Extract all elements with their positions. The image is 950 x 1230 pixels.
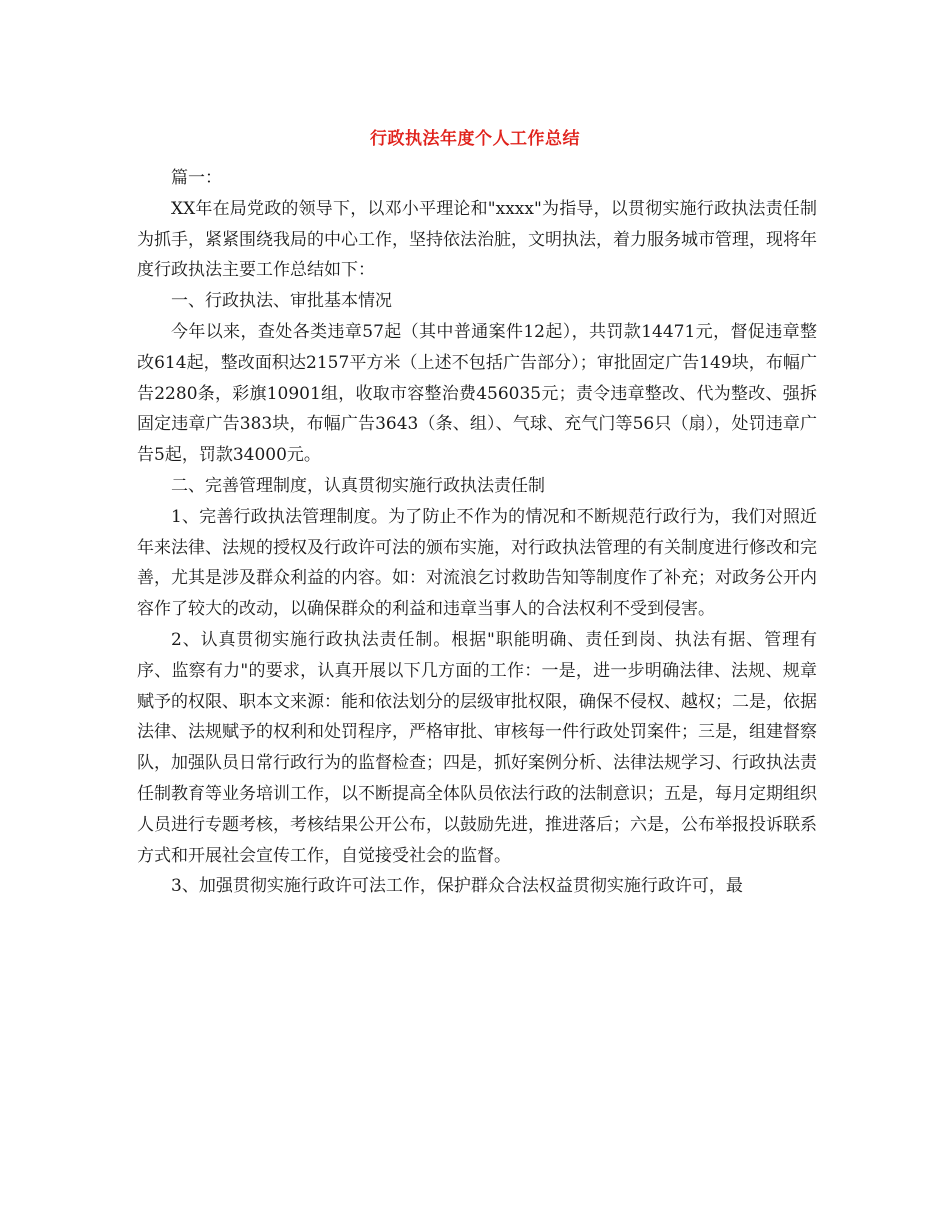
paragraph-item-2: 2、认真贯彻实施行政执法责任制。根据"职能明确、责任到岗、执法有据、管理有序、监察有力"的要求，认真开展以下几方面的工作：一是，进一步明确法律、法规、规章赋予的权限、职本文来源：能和依法划分的层级审批权限，确保不侵权、越权；二是，依据法律、法规赋予的权利和处罚程序，严格审批、审核每一件行政处罚案件；三是，组建督察队，加强队员日常行政行为的监督检查；四是，抓好案例分析、法律法规学习、行政执法责任制教育等业务培训工作，以不断提高全体队员依法行政的法制意识；五是，每月定期组织人员进行专题考核，考核结果公开公布，以鼓励先进，推进落后；六是，公布举报投诉联系方式和开展社会宣传工作，自觉接受社会的监督。 [137, 629, 817, 866]
section-heading-1: 一、行政执法、审批基本情况 [171, 291, 392, 312]
document-body [137, 163, 817, 902]
paragraph-item-3: 3、加强贯彻实施行政许可法工作，保护群众合法权益贯彻实施行政许可，最 [171, 876, 743, 897]
paragraph-item-1: 1、完善行政执法管理制度。为了防止不作为的情况和不断规范行政行为，我们对照近年来法律、法规的授权及行政许可法的颁布实施，对行政执法管理的有关制度进行修改和完善，尤其是涉及群众利益的内容。如：对流浪乞讨救助告知等制度作了补充；对政务公开内容作了较大的改动，以确保群众的利益和违章当事人的合法权利不受到侵害。 [137, 506, 817, 620]
paragraph-statistics: 今年以来，查处各类违章57起（其中普通案件12起），共罚款14471元，督促违章整改614起，整改面积达2157平方米（上述不包括广告部分）；审批固定广告149块，布幅广告2280条，彩旗10901组，收取市容整治费456035元；责令违章整改、代为整改、强拆固定违章广告383块，布幅广告3643（条、组）、气球、充气门等56只（扇），处罚违章广告5起，罚款34000元。 [137, 321, 817, 466]
document-title: 行政执法年度个人工作总结 [370, 129, 580, 149]
intro-paragraph: XX年在局党政的领导下，以邓小平理论和"xxxx"为指导，以贯彻实施行政执法责任制为抓手，紧紧围绕我局的中心工作，坚持依法治脏，文明执法，着力服务城市管理，现将年度行政执法主要工作总结如下： [137, 198, 817, 281]
section-label: 篇一： [171, 168, 222, 188]
section-heading-2: 二、完善管理制度，认真贯彻实施行政执法责任制 [171, 475, 545, 496]
